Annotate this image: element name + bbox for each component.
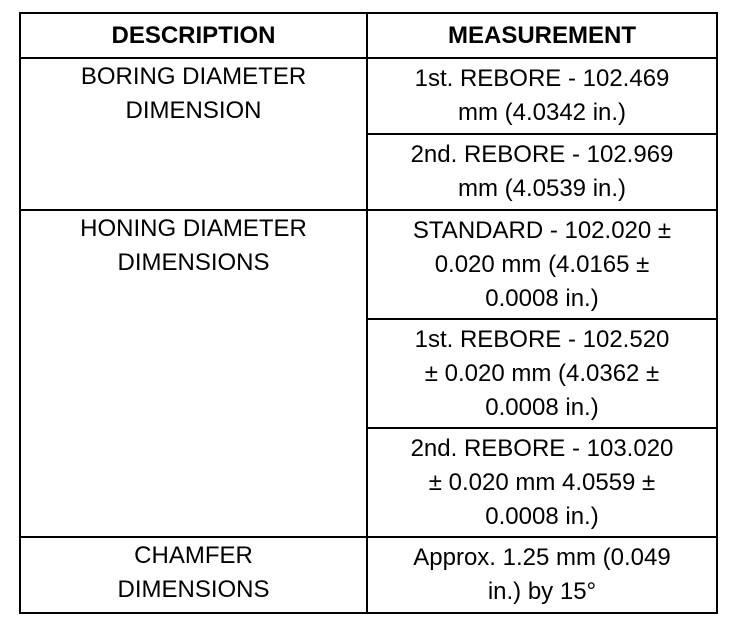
measurement-cell [367,428,717,537]
measurement-line: Approx. 1.25 mm (0.049 [413,544,671,571]
description-line: CHAMFER [134,542,253,569]
header-row [20,13,717,58]
measurement-cell [367,134,717,210]
table-row [20,210,717,319]
measurement-cell [367,319,717,428]
measurement-line: STANDARD - 102.020 ± [412,216,672,244]
measurement-line: 1st. REBORE - 102.469 [414,65,670,92]
description-line: BORING DIAMETER [80,63,307,90]
description-cell-chamfer [20,537,367,613]
description-header: DESCRIPTION [20,13,367,58]
measurement-cell [367,58,717,134]
measurement-line: mm (4.0539 in.) [457,175,627,202]
description-cell-boring [20,58,367,210]
description-line: HONING DIAMETER [80,215,307,242]
measurement-cell [367,537,717,613]
measurement-header: MEASUREMENT [367,13,717,58]
measurement-line: ± 0.020 mm (4.0362 ± [424,359,660,387]
measurement-line: 0.0008 in.) [485,502,599,530]
measurement-line: 2nd. REBORE - 102.969 [410,141,674,168]
measurement-line: 0.0008 in.) [485,284,599,312]
table-row [20,58,717,134]
measurement-line: ± 0.020 mm 4.0559 ± [428,468,656,496]
table-row [20,537,717,613]
measurement-line: 0.0008 in.) [485,393,599,421]
measurement-line: 2nd. REBORE - 103.020 [410,434,674,462]
measurement-line: in.) by 15° [487,578,597,605]
measurement-line: 1st. REBORE - 102.520 [414,325,670,353]
measurement-line: mm (4.0342 in.) [457,99,627,126]
specification-table [19,12,718,614]
description-cell-honing [20,210,367,537]
description-line: DIMENSIONS [117,576,270,603]
measurement-cell [367,210,717,319]
measurement-line: 0.020 mm (4.0165 ± [434,250,650,278]
description-line: DIMENSION [125,97,262,124]
description-line: DIMENSIONS [117,249,270,276]
